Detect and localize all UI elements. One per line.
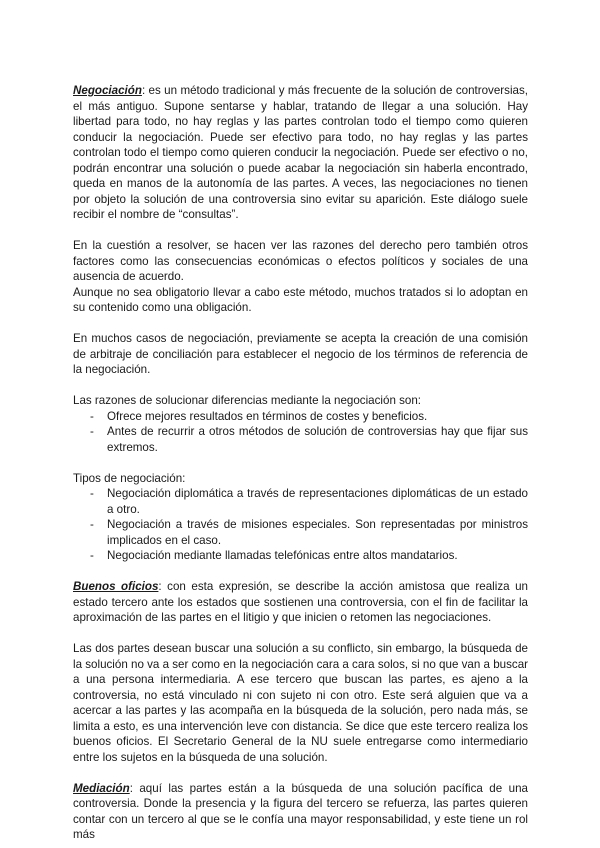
list-item: - Negociación mediante llamadas telefónicas entre altos mandatarios. <box>73 548 528 564</box>
buenos-oficios-paragraph <box>73 579 528 626</box>
list-item: - Antes de recurrir a otros métodos de solución de controversias hay que fijar sus extremos. <box>73 424 528 455</box>
negociacion-term: Negociación <box>73 84 142 97</box>
list-item: - Negociación a través de misiones especiales. Son representadas por ministros implicados en el caso. <box>73 517 528 548</box>
list-item: - Ofrece mejores resultados en términos de costes y beneficios. <box>73 409 528 425</box>
list-item: - Negociación diplomática a través de representaciones diplomáticas de un estado a otro. <box>73 486 528 517</box>
buenos-oficios-definition: : con esta expresión, se describe la acción amistosa que realiza un estado tercero ante los estados que sostienen una controversia, con el fin de facilitar la aproximación de las partes en el litigio y que inicien o retomen las negociaciones. <box>73 580 528 624</box>
negociacion-commission-paragraph: En muchos casos de negociación, previamente se acepta la creación de una comisión de arbitraje de conciliación para establecer el negocio de los términos de referencia de la negociación. <box>73 332 528 376</box>
negociacion-definition: : es un método tradicional y más frecuente de la solución de controversias, el más antiguo. Supone sentarse y hablar, tratando de llegar a una solución. Hay libertad para todo, no hay reglas y las partes controlan todo el tiempo como quieren conducir la negociación. Puede ser efectivo para todo, no hay reglas y las partes controlan todo el tiempo como quieren conducir la negociación. Puede ser efectivo o no, podrán encontrar una solución o puede acabar la negociación sin haberla encontrado, queda en manos de la autonomía de las partes. A veces, las negociaciones no tienen por objeto la solución de una controversia sino evitar su aparición. Este diálogo suele recibir el nombre de “consultas”. <box>73 84 528 221</box>
razones-intro: Las razones de solucionar diferencias mediante la negociación son: <box>73 394 422 407</box>
tipos-intro: Tipos de negociación: <box>73 471 186 485</box>
buenos-oficios-detail-paragraph: Las dos partes desean buscar una solución a su conflicto, sin embargo, la búsqueda de la solución no va a ser como en la negociación cara a cara solos, si no que van a buscar a una persona intermediaria. A ese tercero que buscan las partes, es ajeno a la controversia, no está vinculado ni con sujeto ni con otro. Este será alguien que va a acercar a las partes y las acompaña en la búsqueda de la solución, pero nada más, se limita a esto, es una intervención leve con distancia. Se dice que este tercero realiza los buenos oficios. El Secretario General de la NU suele entregarse como intermediario entre los sujetos en la búsqueda de una solución. <box>73 642 528 764</box>
negociacion-paragraph <box>73 83 528 223</box>
tipos-list <box>73 486 528 564</box>
negociacion-obligation-paragraph: Aunque no sea obligatorio llevar a cabo este método, muchos tratados si lo adoptan en su contenido como una obligación. <box>73 285 528 314</box>
negociacion-factors-paragraph: En la cuestión a resolver, se hacen ver las razones del derecho pero también otros factores como las consecuencias económicas o efectos políticos y sociales de una ausencia de acuerdo. <box>73 239 528 283</box>
mediacion-term: Mediación <box>73 781 130 795</box>
mediacion-definition: : aquí las partes están a la búsqueda de una solución pacífica de una controversia. Donde la presencia y la figura del tercero se refuerza, las partes quieren contar con un tercero al que se le confía una mayor responsabilidad, y este tiene un rol más <box>73 781 528 841</box>
buenos-oficios-term: Buenos oficios <box>73 580 159 593</box>
mediacion-paragraph <box>73 781 528 843</box>
razones-list <box>73 409 528 456</box>
